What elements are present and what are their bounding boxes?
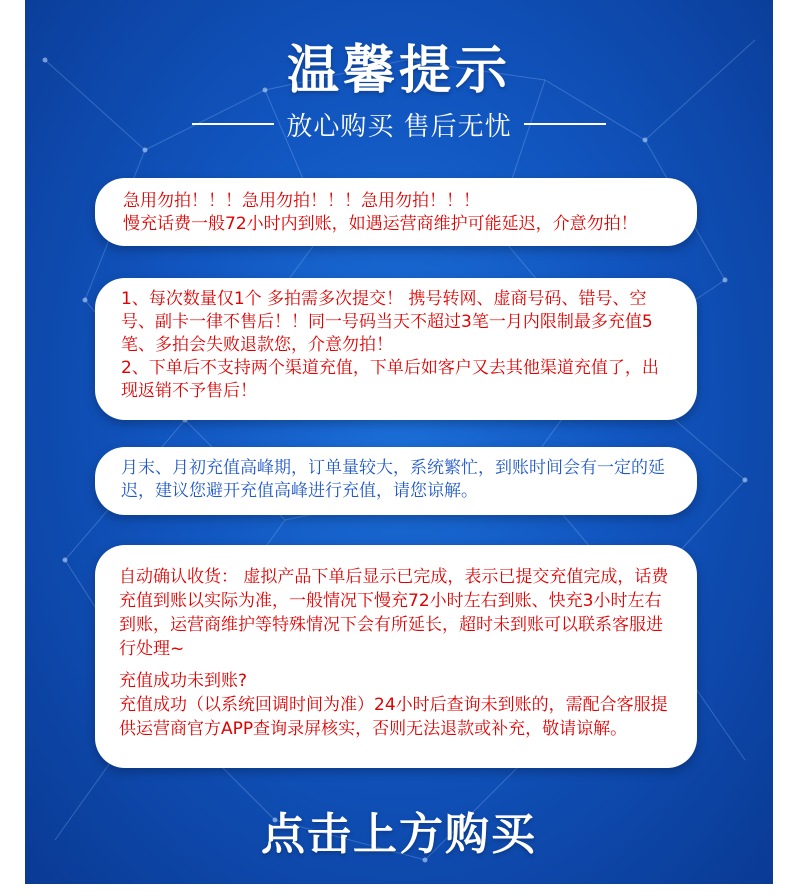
subtitle-left-divider (192, 123, 274, 125)
slow-recharge-text: 慢充话费一般72小时内到账，如遇运营商维护可能延迟，介意勿拍！ (123, 214, 638, 234)
peak-period-text: 月末、月初充值高峰期，订单量较大，系统繁忙，到账时间会有一定的延迟，建议您避开充值高峰进行充值，请您谅解。 (121, 458, 665, 501)
notice-card-urgent (95, 178, 697, 246)
rules-text: 1、每次数量仅1个 多拍需多次提交！ 携号转网、虚商号码、错号、空号、副卡一律不售后！！同一号码当天不超过3笔一月内限制最多充值5笔、多拍会失败退款您，介意勿拍！ 2、下单后不支持两个渠道充值，下单后如客户又去其他渠道充值了，出现返销不予售后！ (121, 289, 659, 401)
buy-above-cta: 点击上方购买 (261, 809, 537, 860)
notice-card-rules (95, 278, 697, 420)
notice-poster (25, 0, 773, 884)
urgent-warning-text: 急用勿拍！！！急用勿拍！！！急用勿拍！！！ (123, 191, 480, 211)
notice-card-peak (95, 447, 697, 515)
auto-confirm-text: 自动确认收货： 虚拟产品下单后显示已完成，表示已提交充值完成，话费充值到账以实际为准，一般情况下慢充72小时左右到账、快充3小时左右到账，运营商维护等特殊情况下会有所延长，超时未到账可以联系客服进行处理~ (119, 567, 669, 659)
not-arrived-answer: 充值成功（以系统回调时间为准）24小时后查询未到账的，需配合客服提供运营商官方APP查询录屏核实，否则无法退款或补充，敬请谅解。 (119, 695, 668, 739)
page-subtitle: 放心购买 售后无忧 (286, 111, 512, 142)
subtitle-right-divider (524, 123, 606, 125)
not-arrived-question: 充值成功未到账? (119, 671, 248, 691)
page-title: 温馨提示 (286, 41, 511, 101)
subtitle-row (25, 104, 773, 144)
notice-card-receipt (95, 545, 697, 768)
